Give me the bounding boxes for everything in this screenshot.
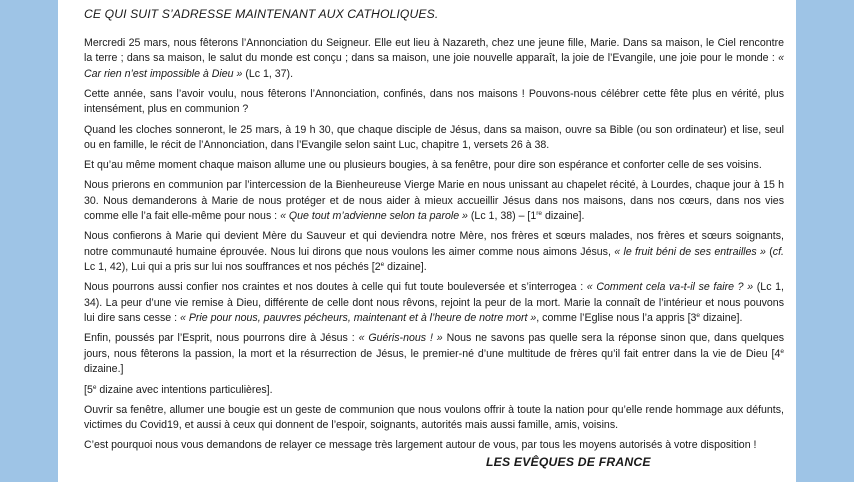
text-run: Mercredi 25 mars, nous fêterons l’Annonciation du Seigneur. Elle eut lieu à Nazareth, chez une jeune fille, Marie. Dans sa maison, le Ciel rencontre la terre ; dans sa maison, le salut du monde est conçu ; dans sa maison, une joie nouvelle apparaît, la joie de l’Evangile, une joie pour le monde : <box>84 37 784 65</box>
paragraph <box>84 229 784 275</box>
text-run: Lc 1, 42), Lui qui a pris sur lui nos souffrances et nos péchés [2 <box>84 261 381 274</box>
text-run: , comme l’Eglise nous l’a appris [3 <box>536 312 697 325</box>
text-run: (Lc 1, 38) – [1 <box>467 210 537 223</box>
text-run: Nous ne savons pas quelle sera la réponse sinon que, dans quelques jours, nous fêterons la passion, la mort et la résurrection de Jésus, le premier-né d’une multitude de frères qu’il fait entrer dans la vie de Dieu [4 <box>84 332 785 360</box>
quotation: « le fruit béni de ses entrailles » <box>614 245 766 258</box>
text-run: (Lc 1, 37). <box>242 67 294 80</box>
paragraph <box>84 331 784 377</box>
paragraph <box>84 158 784 173</box>
document-heading: CE QUI SUIT S’ADRESSE MAINTENANT AUX CATHOLIQUES. <box>84 7 439 21</box>
quotation: « Prie pour nous, pauvres pécheurs, maintenant et à l’heure de notre mort » <box>179 312 537 325</box>
text-run: dizaine]. <box>700 312 743 325</box>
quotation: « Que tout m’advienne selon ta parole » <box>280 210 468 223</box>
text-run: dizaine avec intentions particulières]. <box>96 383 273 396</box>
paragraph <box>84 178 784 224</box>
ordinal-superscript: re <box>536 210 543 218</box>
text-run: Nous confierons à Marie qui devient Mère du Sauveur et qui deviendra notre Mère, nos frères et sœurs malades, nos frères et sœurs soignants, notre communauté humaine éprouvée. Nous lui dirons que nous voulons les aimer comme nous aimons Jésus, <box>84 230 784 258</box>
text-run: Quand les cloches sonneront, le 25 mars, à 19 h 30, que chaque disciple de Jésus, dans sa maison, ouvre sa Bible (ou son ordinateur) et lise, seul ou en famille, le récit de l’Annonciation, dans l’Evangile selon saint Luc, chapitre 1, versets 26 à 38. <box>84 123 784 152</box>
text-run: dizaine]. <box>542 210 585 223</box>
ordinal-superscript: e <box>92 383 97 391</box>
ordinal-superscript: e <box>780 347 784 355</box>
text-run: C’est pourquoi nous vous demandons de relayer ce message très largement autour de vous, par tous les moyens autorisés à votre disposition ! <box>84 439 757 452</box>
paragraph <box>84 36 784 82</box>
paragraph <box>84 280 784 326</box>
text-run: dizaine]. <box>384 261 427 274</box>
paragraph <box>84 438 784 453</box>
quotation: « Guéris-nous ! » <box>358 332 443 345</box>
document-body <box>84 36 784 454</box>
text-run: Cette année, sans l’avoir voulu, nous fêterons l’Annonciation, confinés, dans nos maisons ! Pouvons-nous célébrer cette fête plus en vérité, plus intensément, plus en communion ? <box>84 88 784 116</box>
document-page <box>58 0 796 482</box>
ordinal-superscript: e <box>696 312 701 320</box>
quotation: « Car rien n’est impossible à Dieu » <box>84 52 784 80</box>
text-run: Et qu’au même moment chaque maison allume une ou plusieurs bougies, à sa fenêtre, pour dire son espérance et conforter celle de ses voisins. <box>84 159 762 172</box>
text-run: ( <box>765 245 773 258</box>
paragraph <box>84 403 784 434</box>
text-run: Nous pourrons aussi confier nos craintes et nos doutes à celle qui fut toute bouleversée et s’interrogea : <box>84 281 587 294</box>
text-run: dizaine.] <box>84 363 124 376</box>
text-run: [5 <box>84 383 93 396</box>
text-run: (Lc 1, 34). La peur d’une vie remise à Dieu, différente de celle dont nous rêvons, rejoint la peur de la mort. Marie la connaît de l’intérieur et nous pouvons lui dire sans cesse : <box>84 281 784 325</box>
paragraph <box>84 87 784 118</box>
paragraph <box>84 123 784 154</box>
paragraph <box>84 383 784 398</box>
ordinal-superscript: e <box>380 261 385 269</box>
text-run: Ouvrir sa fenêtre, allumer une bougie est un geste de communion que nous voulons offrir à toute la nation pour qu’elle rende hommage aux défunts, victimes du Covid19, et aussi à ceux qui donnent de l’espoir, soignants, autorités mais aussi famille, amis, voisins. <box>84 403 784 432</box>
text-run: Nous prierons en communion par l’intercession de la Bienheureuse Vierge Marie en nous unissant au chapelet récité, à Lourdes, chaque jour à 15 h 30. Nous demanderons à Marie de nous protéger et de nous aider à mieux accueillir Jésus dans nos maisons, dans nos cœurs, dans nos vies comme elle l’a fait elle-même pour nous : <box>84 179 784 223</box>
quotation: « Comment cela va-t-il se faire ? » <box>586 281 754 294</box>
text-run: Enfin, poussés par l’Esprit, nous pourrons dire à Jésus : <box>84 332 359 345</box>
signature: LES EVÊQUES DE FRANCE <box>486 455 651 469</box>
quotation: cf. <box>772 245 784 258</box>
